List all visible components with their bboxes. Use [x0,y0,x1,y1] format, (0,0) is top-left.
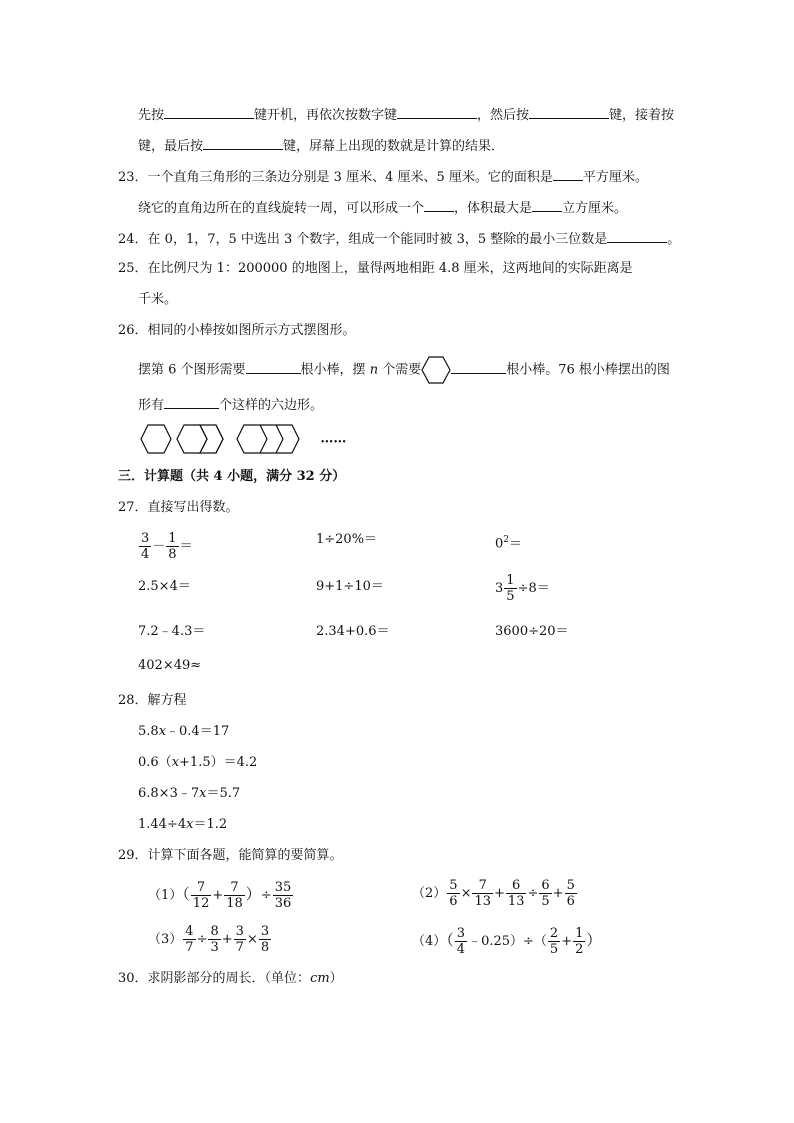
q25-line1 [118,259,633,279]
q22-text: 先按 [138,108,165,123]
q25-text: 在比例尺为 1：200000 的地图上，量得两地相距 4.8 厘米，这两地间的实际距离是 [147,261,633,276]
whole-number: 3 [495,581,504,596]
q27-item-9: 3600÷20＝ [495,624,569,639]
answer-blank[interactable] [424,197,454,212]
q28-title [118,691,187,711]
question-number: 25． [118,261,148,276]
fraction: $\frac{5}{6}$ [449,878,458,909]
q23-text: 平方厘米。 [582,170,648,185]
operator: － [152,539,166,554]
fraction: $\frac{3}{7}$ [235,924,244,955]
q27-text: 直接写出得数。 [147,500,239,515]
answer-blank[interactable] [451,359,506,374]
q26-line2 [138,356,670,384]
hexagon-figure-2 [176,424,232,454]
fraction: $\frac{1}{8}$ [168,531,177,562]
q26-line3 [138,394,323,416]
q26-text: 个这样的六边形。 [219,398,324,413]
fraction: $\frac{5}{6}$ [566,878,575,909]
equation-2: 0.6（x+1.5）＝4.2 [138,755,258,770]
problem-label: （4） [412,934,447,949]
q27-item-7: 7.2﹣4.3＝ [138,624,206,639]
question-number: 24． [118,232,148,247]
q30-end: ） [329,971,343,986]
q22-text: 键，接着按 [609,108,675,123]
q22-text: ，然后按 [477,108,530,123]
q27-item-1 [138,530,193,564]
problem-label: （1） [148,888,183,903]
fraction: $\frac{4}{7}$ [185,924,194,955]
fraction: $\frac{35}{36}$ [274,880,292,911]
fraction: $\frac{8}{3}$ [210,924,219,955]
answer-blank[interactable] [203,135,283,150]
q22-line1 [138,104,674,126]
fraction: $\frac{7}{13}$ [474,878,492,909]
fraction: $\frac{1}{5}$ [506,573,515,604]
q27-item-8: 2.34+0.6＝ [316,624,390,639]
fraction: $\frac{7}{12}$ [192,880,210,911]
q26-text: 根小棒，摆 [300,362,366,378]
fraction: $\frac{2}{5}$ [549,926,559,957]
q22-line2 [138,135,504,157]
q29-problem-4: （4）（ $\frac{3}{4}$ ﹣0.25）÷（ $\frac{2}{5}$ + $\frac{1}{2}$ ） [412,926,602,957]
q29-problem-1: （1）（ $\frac{7}{12}$ + $\frac{7}{18}$ ）÷ $\frac{35}{36}$ [148,880,292,911]
q30-text: 求阴影部分的周长．（单位： [147,971,311,986]
q22-text: 键开机，再依次按数字键 [254,108,398,123]
question-number: 30． [118,971,148,986]
q30-line [118,969,343,989]
expression-rest: ÷8＝ [517,581,550,596]
q27-item-10: 402×49≈ [138,658,202,673]
q25-line2 [138,290,177,310]
q25-text: 千米。 [138,292,178,307]
answer-blank[interactable] [164,394,219,409]
answer-blank[interactable] [529,104,609,119]
hexagon-icon [421,356,451,384]
question-number: 29． [118,848,148,863]
equation-4: 1.44÷4x＝1.2 [138,817,228,832]
q26-text: 形有 [138,398,165,413]
q26-text: 根小棒。76 根小棒摆出的图 [506,362,670,378]
question-number: 28． [118,693,148,708]
hexagon-pattern-figure [140,424,346,455]
fraction: $\frac{3}{8}$ [260,924,270,955]
q27-item-4: 2.5×4＝ [138,579,191,594]
q23-line2 [138,197,627,219]
q29-problem-3: （3） $\frac{4}{7}$ ÷ $\frac{8}{3}$ + $\frac{3}{7}$ × $\frac{3}{8}$ [148,924,270,955]
q27-item-5: 9+1÷10＝ [316,579,384,594]
q29-title [118,846,343,866]
unit: cm [310,971,330,986]
answer-blank[interactable] [607,228,667,243]
problem-label: （2） [412,886,447,901]
fraction: $\frac{1}{2}$ [575,926,584,957]
q23-text: 立方厘米。 [562,201,628,216]
fraction: $\frac{3}{4}$ [141,531,150,562]
answer-blank[interactable] [246,359,301,374]
section-title: 三．计算题（共 4 小题，满分 32 分） [118,469,346,484]
equation-1: 5.8x﹣0.4＝17 [138,724,230,739]
q27-item-3 [495,530,522,554]
q23-text: ，体积最大是 [454,201,533,216]
base: 0 [495,536,504,552]
answer-blank[interactable] [553,166,583,181]
equals-sign: ＝ [179,539,193,554]
q22-text: 键，最后按 [138,139,204,154]
q23-line1 [118,166,648,188]
question-number: 23． [118,170,148,185]
answer-blank[interactable] [532,197,562,212]
q22-text: 键，屏幕上出现的数就是计算的结果． [283,139,505,154]
fraction: $\frac{6}{13}$ [507,878,525,909]
hexagon-figure-3 [236,424,316,454]
q24-end: 。 [667,232,681,247]
q29-text: 计算下面各题，能简算的要简算。 [147,848,343,863]
answer-blank[interactable] [164,104,254,119]
q27-item-6 [495,572,550,606]
question-number: 26． [118,323,148,338]
q27-item-2: 1÷20%＝ [316,532,378,547]
q29-problem-2: （2） $\frac{5}{6}$ × $\frac{7}{13}$ + $\frac{6}{13}$ ÷ $\frac{6}{5}$ + $\frac{5}{6}$ [412,878,575,909]
q23-text: 一个直角三角形的三条边分别是 3 厘米、4 厘米、5 厘米。它的面积是 [147,170,553,185]
fraction: $\frac{6}{5}$ [541,878,550,909]
answer-blank[interactable] [397,104,477,119]
q26-line1 [118,321,356,341]
question-number: 27． [118,500,148,515]
q26-text: 摆第 6 个图形需要 [138,362,246,378]
q24-line [118,228,680,250]
fraction: $\frac{3}{4}$ [456,926,466,957]
q28-text: 解方程 [147,693,187,708]
equals-sign: ＝ [509,536,523,552]
equation-3: 6.8×3﹣7x＝5.7 [138,786,241,801]
variable-n: n [369,362,379,378]
q26-text: 个需要 [382,362,422,378]
q23-text: 绕它的直角边所在的直线旋转一周，可以形成一个 [138,201,425,216]
q27-title [118,498,239,518]
problem-label: （3） [148,932,183,947]
q26-text: 相同的小棒按如图所示方式摆图形。 [147,323,356,338]
fraction: $\frac{7}{18}$ [226,880,243,911]
exponent: 2 [503,535,510,545]
continuation-dots: …… [320,431,347,447]
q24-text: 在 0，1，7，5 中选出 3 个数字，组成一个能同时被 3，5 整除的最小三位数是 [147,232,608,247]
hexagon-figure-1 [140,424,172,454]
